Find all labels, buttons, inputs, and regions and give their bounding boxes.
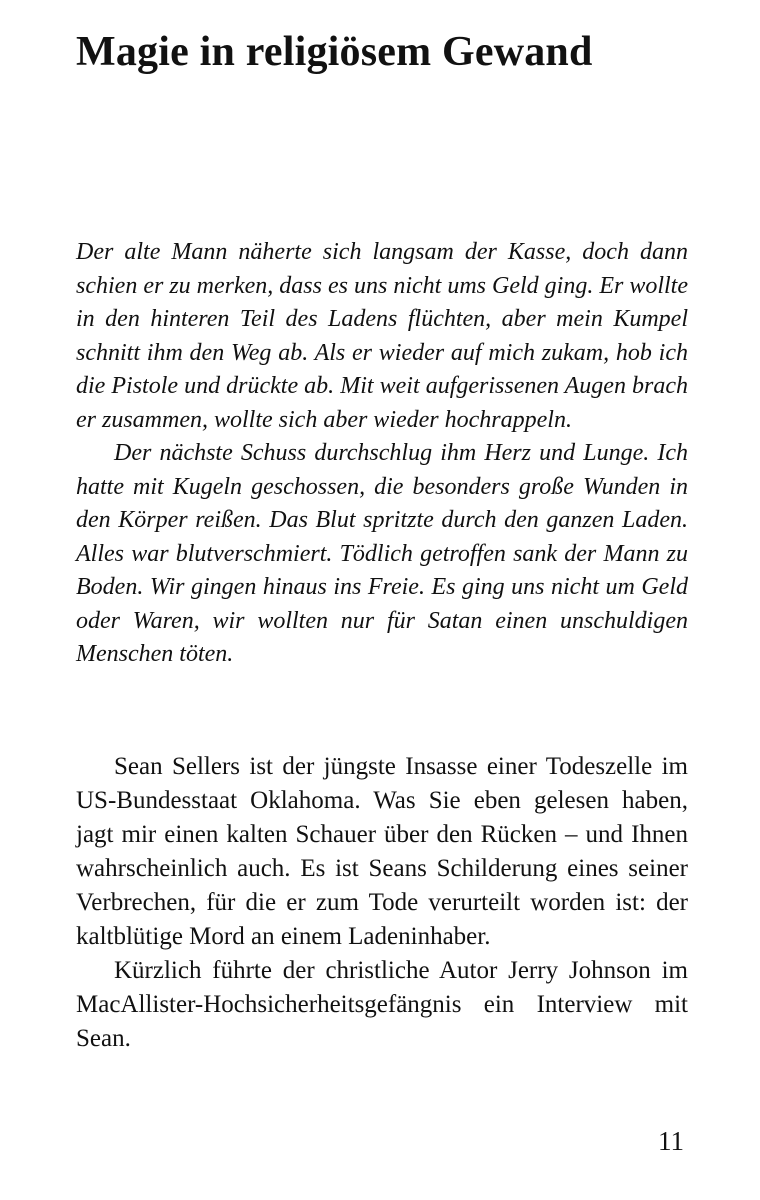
page-number: 11 <box>658 1126 684 1156</box>
italic-quote-block <box>76 236 688 672</box>
quote-paragraph-2: Der nächste Schuss durchschlug ihm Herz und Lunge. Ich hatte mit Kugeln geschossen, die besonders große Wunden in den Körper reißen. Das Blut spritzte durch den ganzen Laden. Alles war blutverschmiert. Tödlich getroffen sank der Mann zu Boden. Wir gingen hinaus ins Freie. Es ging uns nicht um Geld oder Waren, wir wollten nur für Satan einen unschuldigen Menschen töten. <box>76 440 688 667</box>
quote-paragraph-1: Der alte Mann näherte sich langsam der Kasse, doch dann schien er zu merken, dass es uns nicht ums Geld ging. Er wollte in den hinteren Teil des Ladens flüchten, aber mein Kumpel schnitt ihm den Weg ab. Als er wieder auf mich zukam, hob ich die Pistole und drückte ab. Mit weit aufgerissenen Augen brach er zusammen, wollte sich aber wieder hochrappeln. <box>76 239 688 433</box>
body-paragraph-2: Kürzlich führte der christliche Autor Jerry Johnson im MacAllister-Hochsicherheitsgefängnis ein Interview mit Sean. <box>76 957 688 1052</box>
body-paragraph-1: Sean Sellers ist der jüngste Insasse einer Todeszelle im US-Bundesstaat Oklahoma. Was Sie eben gelesen haben, jagt mir einen kalten Schauer über den Rücken – und Ihnen wahrscheinlich auch. Es ist Seans Schilderung eines seiner Verbrechen, für die er zum Tode verurteilt worden ist: der kaltblütige Mord an einem Ladeninhaber. <box>76 753 688 950</box>
chapter-title: Magie in religiösem Gewand <box>76 29 593 75</box>
body-text-block <box>76 750 688 1056</box>
